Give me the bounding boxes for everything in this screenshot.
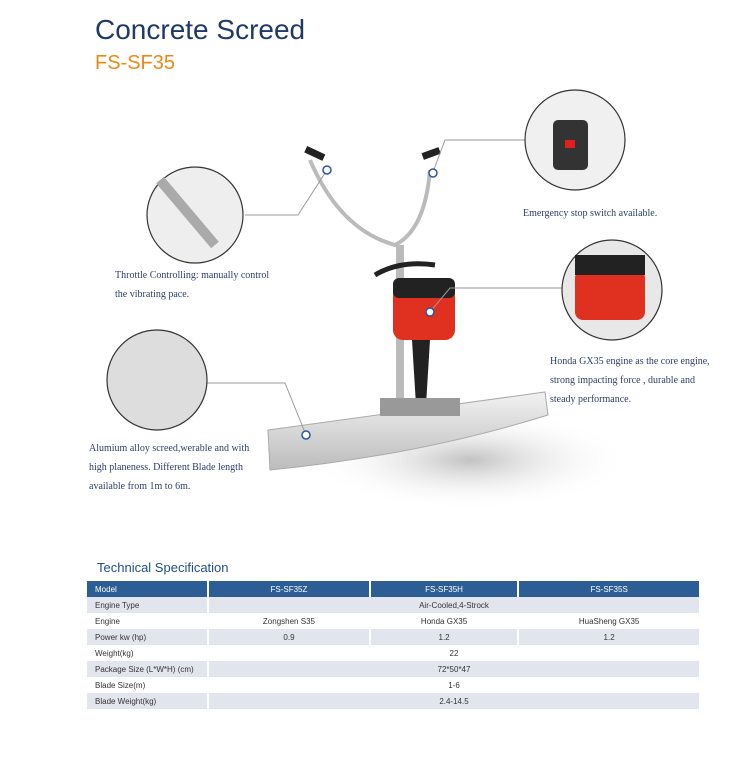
caption-line: Alumium alloy screed,werable and with	[89, 443, 250, 454]
table-row	[87, 693, 699, 709]
caption-line: available from 1m to 6m.	[89, 481, 191, 492]
caption-line: strong impacting force , durable and	[550, 375, 695, 386]
estop-caption: Emergency stop switch available.	[523, 208, 658, 219]
table-cell: Zongshen S35	[262, 616, 315, 626]
table-cell: Engine Type	[87, 597, 207, 613]
spec-title: Technical Specification	[97, 560, 229, 575]
table-row	[87, 613, 699, 629]
header-cell: FS-SF35H	[371, 581, 517, 597]
caption-line: steady performance.	[550, 394, 632, 405]
table-cell: Air-Cooled,4-Strock	[209, 597, 699, 613]
blade-caption	[89, 439, 249, 496]
caption-line: high planeness. Different Blade length	[89, 462, 243, 473]
model-subtitle: FS-SF35	[95, 52, 176, 74]
table-cell: HuaSheng GX35	[578, 616, 640, 626]
table-cell: Blade Size(m)	[95, 680, 146, 690]
engine-caption	[550, 352, 710, 409]
caption-line: Honda GX35 engine as the core engine,	[550, 356, 710, 367]
table-cell: 1.2	[371, 629, 517, 645]
page-title: Concrete Screed	[95, 14, 306, 45]
table-cell: Package Size (L*W*H) (cm)	[87, 661, 207, 677]
table-cell: 0.9	[209, 629, 369, 645]
spec-table	[85, 581, 701, 709]
table-cell: 72*50*47	[209, 661, 699, 677]
table-cell: 1.2	[519, 629, 699, 645]
table-row	[87, 677, 699, 693]
screed-machine	[268, 146, 548, 470]
table-row	[87, 661, 699, 677]
table-cell: Power kw (hp)	[87, 629, 207, 645]
table-cell: Weight(kg)	[95, 648, 134, 658]
throttle-caption	[115, 266, 269, 304]
header-cell: Model	[87, 581, 207, 597]
caption-line: Throttle Controlling: manually control	[115, 270, 270, 281]
table-row	[87, 597, 699, 613]
table-cell: Blade Weight(kg)	[87, 693, 207, 709]
table-cell: Honda GX35	[420, 616, 468, 626]
table-cell: 22	[449, 648, 459, 658]
table-cell: 1-6	[448, 680, 460, 690]
table-cell: Engine	[95, 616, 120, 626]
header-cell: FS-SF35S	[519, 581, 699, 597]
caption-line: the vibrating pace.	[115, 289, 190, 300]
blade-detail-circle	[107, 330, 207, 430]
header-cell: FS-SF35Z	[209, 581, 369, 597]
table-cell: 2.4-14.5	[209, 693, 699, 709]
table-row	[87, 629, 699, 645]
table-row	[87, 645, 699, 661]
